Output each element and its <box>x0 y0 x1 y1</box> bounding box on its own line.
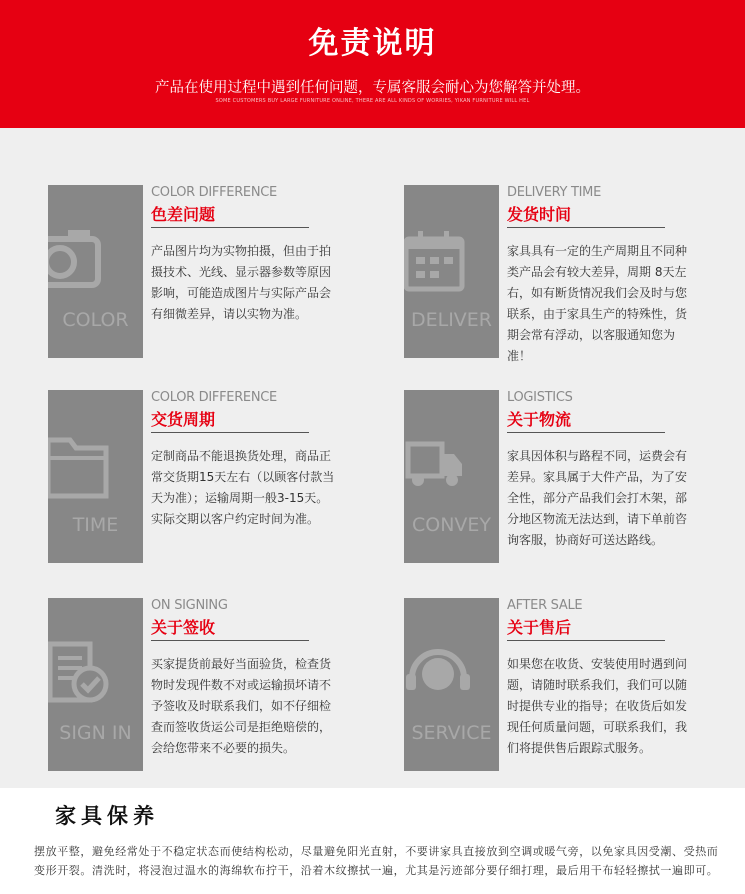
folder-icon <box>48 430 143 510</box>
card-title-cn: 交货周期 <box>151 410 216 429</box>
card-title-en: ON SIGNING <box>151 598 228 613</box>
card-image-label: CONVEY <box>411 514 492 536</box>
card-image-label: SERVICE <box>411 722 492 744</box>
camera-icon <box>48 225 143 305</box>
card-image <box>48 598 143 771</box>
card-on-signing <box>48 598 348 778</box>
care-section-title: 家具保养 <box>55 804 159 828</box>
headset-icon <box>404 638 499 718</box>
card-image <box>48 390 143 563</box>
header-subtitle: 产品在使用过程中遇到任何问题，专属客服会耐心为您解答并处理。 <box>155 80 590 96</box>
card-title-cn: 关于签收 <box>151 618 216 637</box>
card-title-en: DELIVERY TIME <box>507 185 601 200</box>
card-delivery-cycle <box>48 390 348 570</box>
divider <box>151 227 309 228</box>
card-after-sale <box>404 598 704 778</box>
card-title-en: AFTER SALE <box>507 598 583 613</box>
divider <box>151 432 309 433</box>
card-title-cn: 发货时间 <box>507 205 572 224</box>
card-image <box>404 390 499 563</box>
card-logistics <box>404 390 704 570</box>
card-body: 家具因体积与路程不同，运费会有差异。家具属于大件产品，为了安全性，部分产品我们会打木架，部分地区物流无法达到，请下单前咨询客服，协商好可送达路线。 <box>507 449 688 547</box>
card-title-en: COLOR DIFFERENCE <box>151 390 277 405</box>
divider <box>507 640 665 641</box>
care-section-text: 摆放平整，避免经常处于不稳定状态而使结构松动，尽量避免阳光直射，不要讲家具直接放到空调或暖气旁，以免家具因受潮、受热而变形开裂。清洗时，将浸泡过温水的海绵软布拧干，沿着木纹擦拭一遍，尤其是污迹部分要仔细打理，最后用干布轻轻擦拭一遍即可。 <box>34 845 719 877</box>
divider <box>507 432 665 433</box>
card-delivery-time <box>404 185 704 365</box>
divider <box>507 227 665 228</box>
card-title-en: LOGISTICS <box>507 390 573 405</box>
card-image-label: TIME <box>72 514 119 536</box>
card-title-cn: 关于售后 <box>507 618 572 637</box>
card-image <box>404 598 499 771</box>
card-body: 定制商品不能退换货处理，商品正常交货期15天左右（以顾客付款当天为准）；运输周期一般3-15天。实际交期以客户约定时间为准。 <box>151 449 335 526</box>
checklist-icon <box>48 638 143 718</box>
card-image <box>48 185 143 358</box>
card-image-label: DELIVER <box>410 309 493 331</box>
card-image <box>404 185 499 358</box>
card-body: 买家提货前最好当面验货，检查货物时发现件数不对或运输损坏请不予签收及时联系我们，如不仔细检查而签收货运公司是拒绝赔偿的，会给您带来不必要的损失。 <box>151 657 332 755</box>
calendar-icon <box>404 225 499 305</box>
card-title-cn: 色差问题 <box>151 205 216 224</box>
card-body: 产品图片均为实物拍摄，但由于拍摄技术、光线、显示器参数等原因影响，可能造成图片与实际产品会有细微差异，请以实物为准。 <box>151 244 332 321</box>
card-body: 家具具有一定的生产周期且不同种类产品会有较大差异，周期 8天左右，如有断货情况我们会及时与您联系，由于家具生产的特殊性，货期会常有浮动，以客服通知您为准！ <box>507 244 688 363</box>
card-image-label: COLOR <box>62 309 129 331</box>
card-title-en: COLOR DIFFERENCE <box>151 185 277 200</box>
header-subtitle-en: SOME CUSTOMERS BUY LARGE FURNITURE ONLINE, THERE ARE ALL KINDS OF WORRIES, YIKAN FURNITURE WILL HEL <box>215 98 530 104</box>
card-color-difference <box>48 185 348 365</box>
truck-icon <box>404 430 499 510</box>
card-title-cn: 关于物流 <box>507 410 572 429</box>
card-body: 如果您在收货、安装使用时遇到问题，请随时联系我们，我们可以随时提供专业的指导；在收货后如发现任何质量问题，可联系我们，我们将提供售后跟踪式服务。 <box>507 657 688 755</box>
header-banner <box>0 0 745 128</box>
divider <box>151 640 309 641</box>
page-title: 免责说明 <box>308 26 437 61</box>
card-image-label: SIGN IN <box>59 722 132 744</box>
